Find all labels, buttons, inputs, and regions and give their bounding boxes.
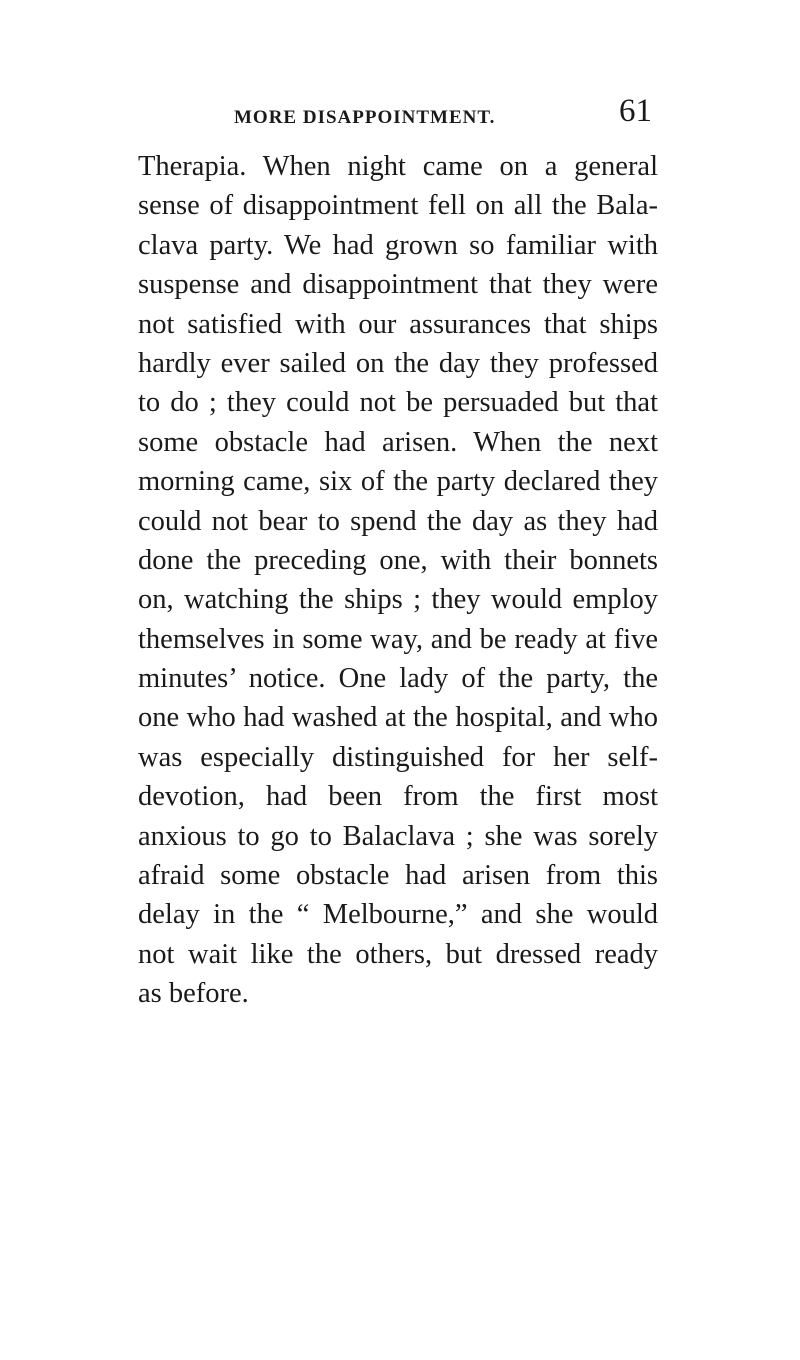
text-line: hardly ever sailed on the day they professed [138, 347, 658, 379]
text-line: done the preceding one, with their bonnets [138, 544, 658, 576]
text-line: suspense and disappointment that they were [138, 269, 658, 301]
text-line: not wait like the others, but dressed ready [138, 938, 658, 970]
text-line: Therapia. When night came on a general [138, 151, 658, 182]
text-line: delay in the “ Melbourne,” and she would [138, 899, 658, 931]
page-number: 61 [619, 93, 652, 129]
text-line: afraid some obstacle had arisen from this [138, 860, 658, 892]
body-paragraph [138, 147, 658, 1014]
running-head [234, 93, 652, 133]
text-line: minutes’ notice. One lady of the party, the [138, 663, 658, 695]
running-title: MORE DISAPPOINTMENT. [234, 107, 496, 128]
text-line: could not bear to spend the day as they had [138, 505, 658, 537]
text-line: sense of disappointment fell on all the Bala- [138, 190, 658, 222]
text-line: as before. [138, 978, 249, 1010]
text-line: to do ; they could not be persuaded but that [138, 387, 658, 419]
text-line: on, watching the ships ; they would employ [138, 584, 658, 616]
text-line: was especially distinguished for her self- [138, 741, 658, 773]
text-line: anxious to go to Balaclava ; she was sorely [138, 820, 658, 852]
text-line: one who had washed at the hospital, and who [138, 702, 658, 734]
text-line: some obstacle had arisen. When the next [138, 426, 658, 458]
text-line: themselves in some way, and be ready at five [138, 623, 658, 655]
text-line: devotion, had been from the first most [138, 781, 658, 813]
text-line: morning came, six of the party declared they [138, 466, 658, 498]
text-line: not satisfied with our assurances that ships [138, 308, 658, 340]
text-line: clava party. We had grown so familiar with [138, 229, 658, 261]
